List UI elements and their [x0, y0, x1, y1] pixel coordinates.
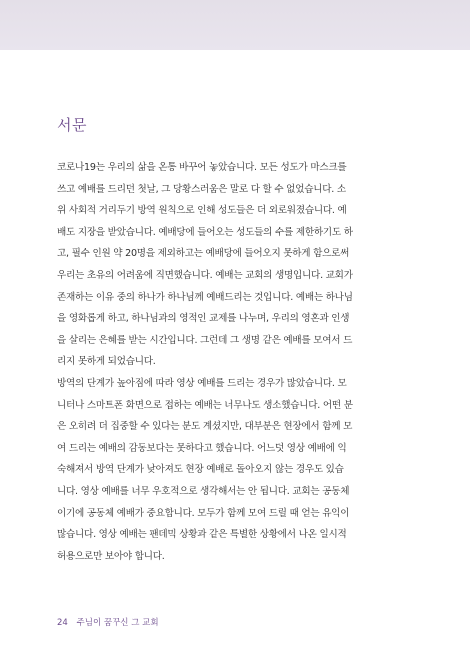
page-number: 24 — [57, 618, 68, 628]
body-line: 리지 못하게 되었습니다. — [57, 356, 156, 368]
body-line: 코로나19는 우리의 삶을 온통 바꾸어 놓았습니다. 모든 성도가 마스크를 — [57, 162, 347, 173]
body-line: 이기에 공동체 예배가 중요합니다. 모두가 함께 모여 드릴 때 얻는 유익이 — [57, 507, 350, 519]
body-line: 고, 필수 인원 약 20명을 제외하고는 예배당에 들어오지 못하게 함으로써 — [57, 248, 350, 260]
body-line: 허용으로만 보아야 합니다. — [57, 550, 165, 562]
body-line: 숙해져서 방역 단계가 낮아져도 현장 예배로 돌아오지 않는 경우도 있습 — [57, 464, 344, 476]
body-line: 을 살리는 은혜를 받는 시간입니다. 그런데 그 생명 같은 예배를 모여서 드 — [57, 334, 353, 346]
body-line: 쓰고 예배를 드리던 첫날, 그 당황스러움은 말로 다 할 수 없었습니다. 소 — [57, 183, 346, 195]
body-line: 니터나 스마트폰 화면으로 접하는 예배는 너무나도 생소했습니다. 어떤 분 — [57, 399, 353, 411]
body-line: 니다. 영상 예배를 너무 우호적으로 생각해서는 안 됩니다. 교회는 공동체 — [57, 485, 350, 497]
body-line: 여 드리는 예배의 감동보다는 못하다고 했습니다. 어느덧 영상 예배에 익 — [57, 442, 347, 454]
body-line: 존재하는 이유 중의 하나가 하나님께 예배드리는 것입니다. 예배는 하나님 — [57, 291, 353, 303]
body-line: 은 오히려 더 집중할 수 있다는 분도 계셨지만, 대부분은 현장에서 함께 모 — [57, 421, 353, 433]
body-line: 배도 지장을 받았습니다. 예배당에 들어오는 성도들의 수를 제한하기도 하 — [57, 226, 353, 238]
body-line: 을 영화롭게 하고, 하나님과의 영적인 교제를 나누며, 우리의 영혼과 인생 — [57, 313, 350, 325]
header-band — [0, 0, 470, 50]
body-text — [57, 157, 401, 567]
body-line: 우리는 초유의 어려움에 직면했습니다. 예배는 교회의 생명입니다. 교회가 — [57, 269, 353, 281]
body-line: 방역의 단계가 높아짐에 따라 영상 예배를 드리는 경우가 많았습니다. 모 — [57, 377, 347, 389]
running-title: 주님이 꿈꾸신 그 교회 — [76, 618, 159, 628]
body-line: 위 사회적 거리두기 방역 원칙으로 인해 성도들은 더 외로워졌습니다. 예 — [57, 205, 347, 217]
body-line: 많습니다. 영상 예배는 팬데믹 상황과 같은 특별한 상황에서 나온 일시적 — [57, 529, 347, 541]
page-footer — [57, 616, 159, 628]
section-heading: 서문 — [57, 116, 87, 134]
